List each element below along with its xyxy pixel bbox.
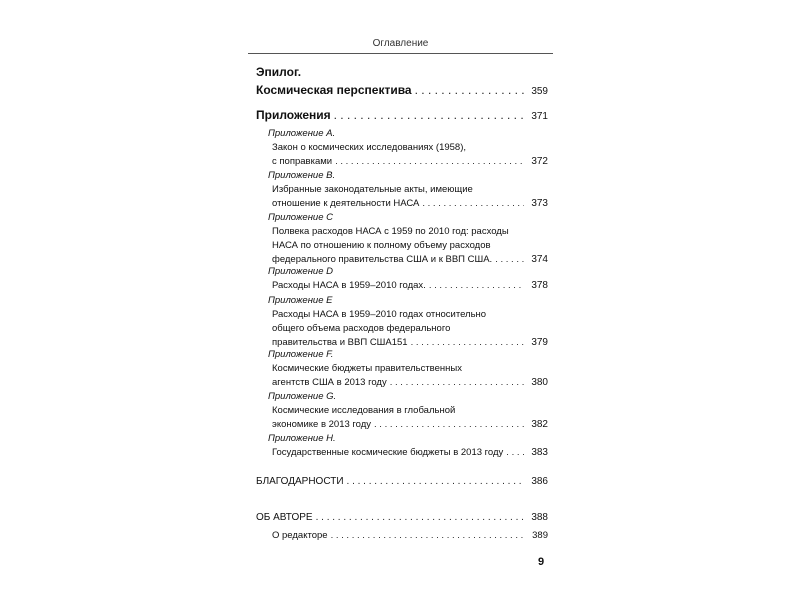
- leader-dots: [415, 82, 524, 98]
- appendix-text: Государственные космические бюджеты в 2013 году: [272, 447, 504, 458]
- toc-entry-appendix-b[interactable]: [256, 169, 548, 211]
- about-editor-title: О редакторе: [272, 530, 328, 541]
- acknowledgements-title: БЛАГОДАРНОСТИ: [256, 476, 344, 487]
- page-number: 388: [531, 512, 548, 523]
- page-number: 374: [531, 254, 548, 265]
- appendix-text: Расходы НАСА в 1959–2010 годах относительно: [272, 309, 487, 320]
- epilogue-line1: Эпилог.: [256, 65, 302, 79]
- appendix-text: Расходы НАСА в 1959–2010 годах.: [272, 280, 426, 291]
- appendices-title: Приложения: [256, 108, 331, 122]
- page-number: 380: [531, 377, 548, 388]
- toc-entry-appendix-h[interactable]: [256, 432, 548, 460]
- page-number: 378: [531, 280, 548, 291]
- page-folio: 9: [538, 556, 545, 568]
- page-number: 389: [532, 530, 548, 541]
- toc-entry-appendix-f[interactable]: [256, 348, 548, 390]
- toc-entry-acknowledgements[interactable]: [256, 475, 548, 489]
- toc-entry-epilogue[interactable]: [256, 64, 548, 100]
- leader-dots: [390, 376, 524, 390]
- about-author-title: ОБ АВТОРЕ: [256, 512, 313, 523]
- page-number: 379: [531, 337, 548, 348]
- appendix-label: Приложение G.: [268, 391, 337, 402]
- page-number: 359: [531, 86, 548, 97]
- toc-entry-appendix-e[interactable]: [256, 294, 548, 350]
- appendix-label: Приложение B.: [268, 170, 336, 181]
- appendix-text: общего объема расходов федерального: [272, 323, 451, 334]
- appendix-label: Приложение H.: [268, 433, 336, 444]
- leader-dots: [316, 511, 524, 525]
- page-number: 382: [531, 419, 548, 430]
- appendix-text: Закон о космических исследованиях (1958),: [272, 142, 467, 153]
- running-head: Оглавление: [372, 38, 429, 49]
- appendix-text: Избранные законодательные акты, имеющие: [272, 184, 473, 195]
- page-number: 383: [531, 447, 548, 458]
- appendix-text: федерального правительства США и к ВВП США.: [272, 254, 493, 265]
- leader-dots: [331, 529, 524, 543]
- leader-dots: [422, 197, 524, 211]
- appendix-text: экономике в 2013 году: [272, 419, 372, 430]
- appendix-text: Космические исследования в глобальной: [272, 405, 456, 416]
- appendix-text: правительства и ВВП США151: [272, 337, 408, 348]
- appendix-text: агентств США в 2013 году: [272, 377, 387, 388]
- appendix-label: Приложение А.: [268, 128, 336, 139]
- page-number: 386: [531, 476, 548, 487]
- leader-dots: [429, 279, 524, 293]
- appendix-label: Приложение C: [268, 212, 333, 223]
- toc-entry-appendices[interactable]: [256, 107, 548, 125]
- appendix-text: Полвека расходов НАСА с 1959 по 2010 год: расходы: [272, 226, 509, 237]
- leader-dots: [334, 107, 524, 123]
- appendix-text: Космические бюджеты правительственных: [272, 363, 462, 374]
- leader-dots: [374, 418, 524, 432]
- toc-entry-about-author[interactable]: [256, 511, 548, 525]
- toc-entry-appendix-g[interactable]: [256, 390, 548, 432]
- appendix-text: НАСА по отношению к полному объему расходов: [272, 240, 491, 251]
- toc-entry-appendix-d[interactable]: [256, 265, 548, 293]
- leader-dots: [347, 475, 524, 489]
- appendix-label: Приложение E: [268, 295, 333, 306]
- page-number: 371: [531, 111, 548, 122]
- page-number: 372: [531, 156, 548, 167]
- header-rule: [248, 53, 553, 54]
- epilogue-title: Космическая перспектива: [256, 83, 412, 97]
- toc-entry-appendix-c[interactable]: [256, 211, 548, 267]
- appendix-text: с поправками: [272, 156, 333, 167]
- leader-dots: [506, 446, 524, 460]
- appendix-label: Приложение F.: [268, 349, 334, 360]
- appendix-label: Приложение D: [268, 266, 333, 277]
- toc-entry-appendix-a[interactable]: [256, 127, 548, 169]
- appendix-text: отношение к деятельности НАСА: [272, 198, 420, 209]
- leader-dots: [335, 155, 524, 169]
- page-number: 373: [531, 198, 548, 209]
- toc-entry-about-editor[interactable]: [256, 529, 548, 543]
